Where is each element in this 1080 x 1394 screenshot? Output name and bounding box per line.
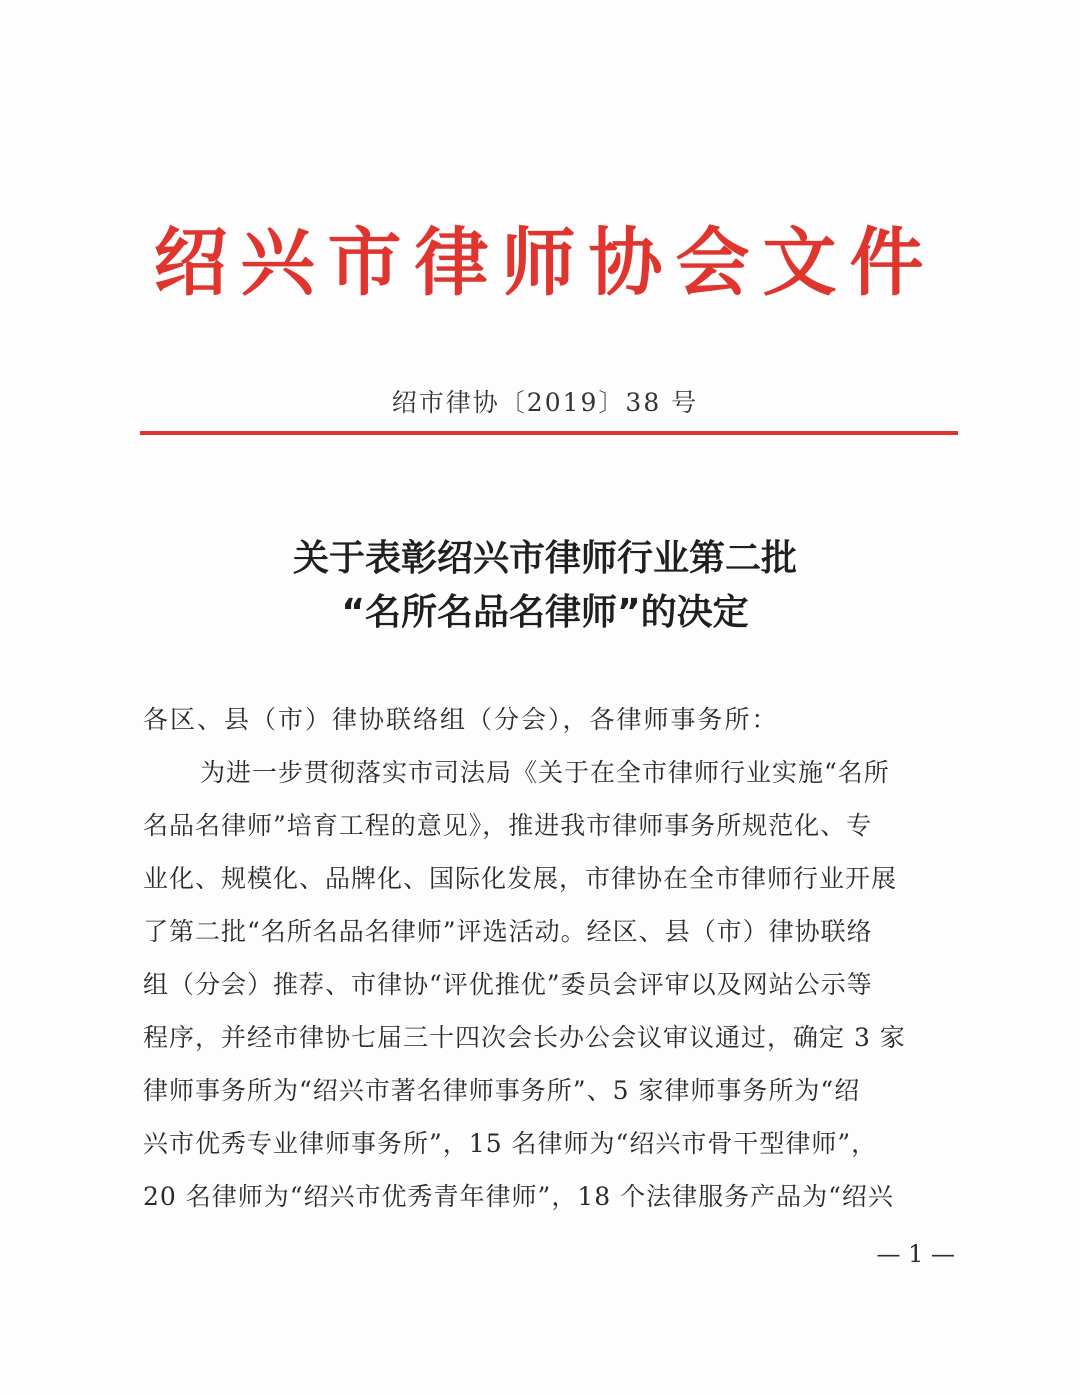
body-line-7: 律师事务所为“绍兴市著名律师事务所”、5 家律师事务所为“绍 (143, 1076, 861, 1105)
title-line-2: “名所名品名律师”的决定 (341, 592, 749, 633)
body-line-9: 20 名律师为“绍兴市优秀青年律师”，18 个法律服务产品为“绍兴 (143, 1182, 894, 1211)
body-line-5: 组（分会）推荐、市律协“评优推优”委员会评审以及网站公示等 (143, 970, 873, 999)
document-title (140, 532, 950, 640)
page-number: — 1 — (876, 1240, 955, 1268)
document-number: 绍市律协〔2019〕38 号 (391, 388, 699, 417)
body-line-8: 兴市优秀专业律师事务所”，15 名律师为“绍兴市骨干型律师”， (143, 1129, 878, 1158)
salutation: 各区、县（市）律协联络组（分会），各律师事务所： (143, 705, 779, 734)
body-line-3: 业化、规模化、品牌化、国际化发展，市律协在全市律师行业开展 (143, 864, 898, 893)
title-line-1: 关于表彰绍兴市律师行业第二批 (292, 538, 797, 579)
issuer-masthead: 绍兴市律师协会文件 (153, 220, 937, 306)
body-line-4: 了第二批“名所名品名律师”评选活动。经区、县（市）律协联络 (143, 917, 873, 946)
body-line-2: 名品名律师”培育工程的意见》，推进我市律师事务所规范化、专 (143, 811, 873, 840)
red-divider (140, 431, 958, 435)
body-line-6: 程序，并经市律协七届三十四次会长办公会议审议通过，确定 3 家 (143, 1023, 906, 1052)
body-line-1: 为进一步贯彻落实市司法局《关于在全市律师行业实施“名所 (200, 758, 890, 787)
